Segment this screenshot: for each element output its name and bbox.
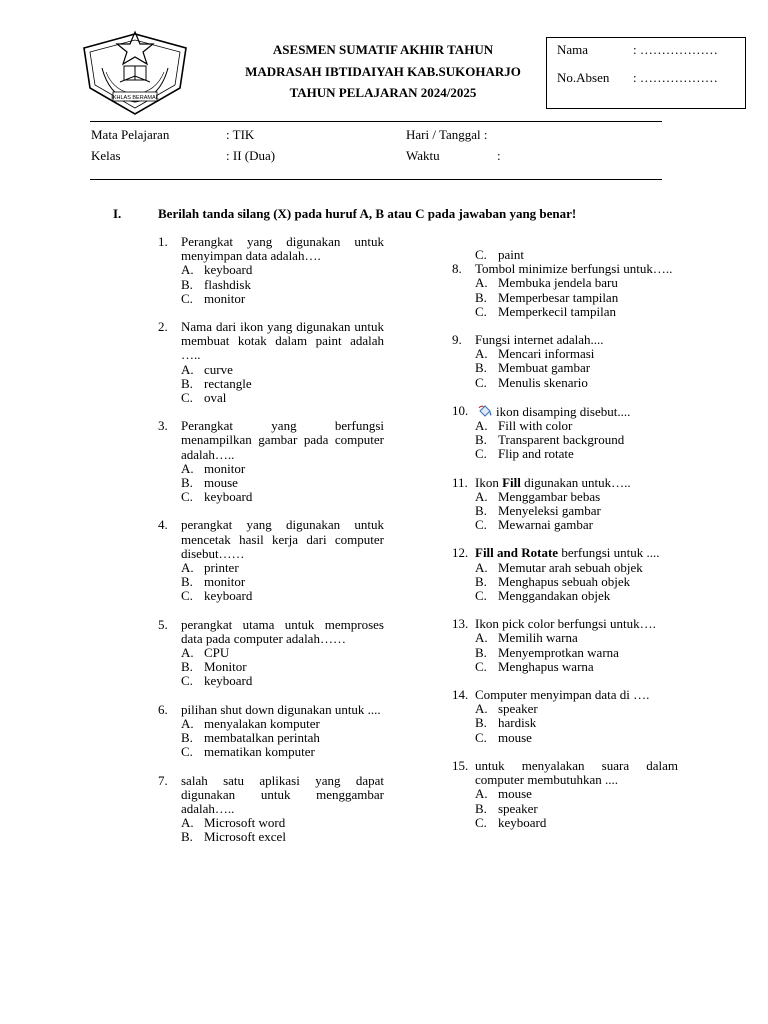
question-text: perangkat yang digunakan untuk mencetak hasil kerja dari computer disebut…… xyxy=(181,517,384,561)
question-text-post: digunakan untuk….. xyxy=(520,474,631,490)
option-letter: B. xyxy=(475,289,487,305)
option-letter: B. xyxy=(475,573,487,589)
question-stem xyxy=(475,476,678,490)
option-letter: C. xyxy=(475,446,487,462)
question-stem xyxy=(475,688,678,702)
option-text: mematikan komputer xyxy=(204,744,315,760)
option-a[interactable] xyxy=(475,561,678,575)
option-b[interactable] xyxy=(181,731,384,745)
option-letter: B. xyxy=(181,829,193,845)
questions-left-column xyxy=(158,235,384,859)
header-title-1: ASESMEN SUMATIF AKHIR TAHUN xyxy=(272,42,494,57)
option-a[interactable] xyxy=(475,419,678,433)
question-body xyxy=(181,419,384,504)
option-letter: A. xyxy=(475,559,488,575)
option-letter: B. xyxy=(181,375,193,391)
option-text: Menyemprotkan warna xyxy=(498,644,619,660)
option-letter: B. xyxy=(181,276,193,292)
option-a[interactable] xyxy=(475,702,678,716)
option-b[interactable] xyxy=(181,575,384,589)
option-text: Menghapus warna xyxy=(498,658,594,674)
question-text: untuk menyalakan suara dalam computer membutuhkan .... xyxy=(475,757,678,788)
option-c[interactable] xyxy=(181,674,384,688)
time-value: : xyxy=(497,148,501,163)
question-body xyxy=(475,546,678,603)
option-text: Microsoft word xyxy=(204,815,286,831)
question-text-pre: Ikon xyxy=(475,474,503,490)
option-letter: C. xyxy=(181,489,193,505)
option-c[interactable] xyxy=(475,731,678,745)
q7-option-c[interactable] xyxy=(475,248,678,262)
option-text: rectangle xyxy=(204,375,252,391)
question-text: perangkat utama untuk memproses data pada computer adalah…… xyxy=(181,616,384,646)
question-7 xyxy=(158,774,384,845)
questions-right-column xyxy=(452,248,678,844)
option-letter: A. xyxy=(181,560,194,576)
option-text: mouse xyxy=(498,786,532,802)
option-b[interactable] xyxy=(475,802,678,816)
option-text: Monitor xyxy=(204,659,247,675)
question-number: 14. xyxy=(452,687,469,703)
option-letter: A. xyxy=(181,460,194,476)
question-number: 7. xyxy=(158,772,168,788)
option-letter: C. xyxy=(181,588,193,604)
option-text: Menyeleksi gambar xyxy=(498,503,601,519)
option-letter: C. xyxy=(181,290,193,306)
paint-bucket-icon xyxy=(477,404,493,418)
option-text: flashdisk xyxy=(204,276,251,292)
option-letter: C. xyxy=(475,658,487,674)
option-text: Memilih warna xyxy=(498,630,578,646)
option-c[interactable] xyxy=(181,745,384,759)
option-text: Menghapus sebuah objek xyxy=(498,573,631,589)
option-a[interactable] xyxy=(181,462,384,476)
option-a[interactable] xyxy=(181,816,384,830)
header-title-2: MADRASAH IBTIDAIYAH KAB.SUKOHARJO xyxy=(245,64,521,79)
kemenag-logo xyxy=(80,28,190,118)
question-1 xyxy=(158,235,384,306)
option-letter: B. xyxy=(475,503,487,519)
option-text: Fill with color xyxy=(498,418,573,434)
question-number: 2. xyxy=(158,319,168,335)
option-text: keyboard xyxy=(204,489,253,505)
option-text: mouse xyxy=(204,475,238,491)
question-number: 8. xyxy=(452,261,462,277)
question-number: 11. xyxy=(452,474,468,490)
option-b[interactable] xyxy=(475,646,678,660)
option-letter: A. xyxy=(181,262,194,278)
question-11 xyxy=(452,476,678,533)
option-text: keyboard xyxy=(204,262,253,278)
question-stem xyxy=(475,404,678,419)
question-stem xyxy=(181,618,384,646)
option-c[interactable] xyxy=(475,447,678,461)
option-b[interactable] xyxy=(181,476,384,490)
question-text: Perangkat yang digunakan untuk menyimpan data adalah…. xyxy=(181,234,384,264)
option-b[interactable] xyxy=(475,504,678,518)
option-text: speaker xyxy=(498,800,538,816)
option-letter: A. xyxy=(181,361,194,377)
question-body xyxy=(475,617,678,674)
option-letter: A. xyxy=(181,715,194,731)
option-b[interactable] xyxy=(181,660,384,674)
question-4 xyxy=(158,518,384,603)
option-letter: C. xyxy=(181,744,193,760)
question-stem xyxy=(475,333,678,347)
option-b[interactable] xyxy=(475,433,678,447)
option-b[interactable] xyxy=(475,716,678,730)
option-letter: A. xyxy=(475,275,488,291)
question-14 xyxy=(452,688,678,745)
question-text: Perangkat yang berfungsi menampilkan gambar pada computer adalah….. xyxy=(181,418,384,462)
option-a[interactable] xyxy=(475,490,678,504)
question-body xyxy=(475,333,678,390)
question-body xyxy=(181,703,384,760)
option-text: Membuat gambar xyxy=(498,360,591,376)
question-stem xyxy=(475,617,678,631)
option-letter: B. xyxy=(181,574,193,590)
option-letter: A. xyxy=(475,701,488,717)
question-6 xyxy=(158,703,384,760)
absen-field[interactable]: : ……………… xyxy=(633,70,718,85)
option-text: monitor xyxy=(204,290,246,306)
option-letter: A. xyxy=(181,645,194,661)
option-letter: A. xyxy=(181,815,194,831)
question-stem xyxy=(181,419,384,462)
name-label: Nama xyxy=(557,42,589,57)
question-body xyxy=(181,518,384,603)
option-letter: B. xyxy=(181,475,193,491)
option-a[interactable] xyxy=(475,347,678,361)
option-letter: A. xyxy=(475,346,488,362)
question-stem xyxy=(181,235,384,263)
question-10 xyxy=(452,404,678,462)
option-text: keyboard xyxy=(204,588,253,604)
subject-label: Mata Pelajaran xyxy=(91,127,170,142)
question-text: Fungsi internet adalah.... xyxy=(475,332,604,348)
option-text: monitor xyxy=(204,460,246,476)
question-number: 1. xyxy=(158,234,168,249)
option-b[interactable] xyxy=(475,575,678,589)
option-c[interactable] xyxy=(181,391,384,405)
option-text: Flip and rotate xyxy=(498,446,574,462)
option-c[interactable] xyxy=(475,518,678,532)
option-a[interactable] xyxy=(181,363,384,377)
divider-bottom xyxy=(90,179,662,180)
question-12 xyxy=(452,546,678,603)
option-letter: B. xyxy=(475,432,487,448)
question-text: salah satu aplikasi yang dapat digunakan untuk menggambar adalah….. xyxy=(181,772,384,816)
option-c[interactable] xyxy=(475,816,678,830)
section-number: I. xyxy=(113,206,122,221)
question-body xyxy=(181,320,384,405)
question-text: Tombol minimize berfungsi untuk….. xyxy=(475,261,673,277)
question-8 xyxy=(452,262,678,319)
option-text: Menggambar bebas xyxy=(498,488,601,504)
question-text: Computer menyimpan data di …. xyxy=(475,687,650,703)
question-number: 15. xyxy=(452,757,469,773)
question-stem xyxy=(181,774,384,817)
question-number: 12. xyxy=(452,545,469,561)
question-2 xyxy=(158,320,384,405)
option-c[interactable] xyxy=(475,305,678,319)
option-letter: C. xyxy=(475,303,487,319)
option-text: speaker xyxy=(498,701,538,717)
option-letter: C. xyxy=(475,374,487,390)
option-text: monitor xyxy=(204,574,246,590)
option-text: printer xyxy=(204,560,239,576)
question-body xyxy=(181,774,384,845)
option-b[interactable] xyxy=(181,278,384,292)
option-c[interactable] xyxy=(475,376,678,390)
option-c[interactable] xyxy=(181,490,384,504)
option-letter: C. xyxy=(475,247,487,262)
option-letter: B. xyxy=(475,715,487,731)
option-text: CPU xyxy=(204,645,230,661)
option-text: Memperbesar tampilan xyxy=(498,289,619,305)
question-body xyxy=(475,404,678,462)
option-a[interactable] xyxy=(181,717,384,731)
option-text: oval xyxy=(204,390,227,406)
question-text-bold: Fill and Rotate xyxy=(475,545,559,561)
option-text: Mencari informasi xyxy=(498,346,595,362)
option-c[interactable] xyxy=(475,589,678,603)
question-stem xyxy=(181,703,384,717)
option-b[interactable] xyxy=(475,361,678,375)
question-text: Nama dari ikon yang digunakan untuk membuat kotak dalam paint adalah ….. xyxy=(181,319,384,363)
option-text: Menggandakan objek xyxy=(498,588,611,604)
option-text: membatalkan perintah xyxy=(204,730,320,746)
question-number: 5. xyxy=(158,616,168,632)
divider-top xyxy=(90,121,662,122)
option-text: Mewarnai gambar xyxy=(498,517,593,533)
question-text: pilihan shut down digunakan untuk .... xyxy=(181,701,381,717)
question-stem xyxy=(475,759,678,787)
student-info-box xyxy=(546,37,746,109)
option-text: Menulis skenario xyxy=(498,374,588,390)
option-text: keyboard xyxy=(498,814,547,830)
question-stem xyxy=(181,518,384,561)
option-text: mouse xyxy=(498,729,532,745)
option-a[interactable] xyxy=(181,646,384,660)
option-letter: A. xyxy=(475,786,488,802)
option-letter: B. xyxy=(475,644,487,660)
logo-motto: IKHLAS BERAMAL xyxy=(111,95,159,101)
question-13 xyxy=(452,617,678,674)
option-a[interactable] xyxy=(475,631,678,645)
date-label: Hari / Tanggal : xyxy=(406,127,488,142)
time-label: Waktu xyxy=(406,148,440,163)
subject-value: : TIK xyxy=(226,127,255,142)
question-text-post: berfungsi untuk .... xyxy=(558,545,660,561)
option-text: curve xyxy=(204,361,233,377)
option-text: Microsoft excel xyxy=(204,829,286,845)
option-letter: C. xyxy=(181,390,193,406)
option-b[interactable] xyxy=(181,830,384,844)
question-number: 9. xyxy=(452,332,462,348)
question-text: Ikon pick color berfungsi untuk…. xyxy=(475,616,656,632)
option-text: keyboard xyxy=(204,673,253,689)
question-body xyxy=(475,262,678,319)
question-body xyxy=(475,688,678,745)
option-letter: C. xyxy=(181,673,193,689)
question-number: 10. xyxy=(452,402,469,418)
question-body xyxy=(181,618,384,689)
section-instruction: Berilah tanda silang (X) pada huruf A, B atau C pada jawaban yang benar! xyxy=(158,206,577,221)
question-5 xyxy=(158,618,384,689)
class-value: : II (Dua) xyxy=(226,148,276,163)
option-c[interactable] xyxy=(181,292,384,306)
option-text: Transparent background xyxy=(498,432,625,448)
option-letter: A. xyxy=(475,488,488,504)
option-letter: C. xyxy=(475,517,487,533)
option-letter: B. xyxy=(475,360,487,376)
question-number: 13. xyxy=(452,616,469,632)
option-text: hardisk xyxy=(498,715,537,731)
option-a[interactable] xyxy=(181,561,384,575)
name-field[interactable]: : ……………… xyxy=(633,42,718,57)
question-body xyxy=(181,235,384,306)
question-15 xyxy=(452,759,678,830)
question-stem xyxy=(475,262,678,276)
option-text: Memperkecil tampilan xyxy=(498,303,617,319)
absen-label: No.Absen xyxy=(557,70,610,85)
option-letter: C. xyxy=(475,814,487,830)
header-title-3: TAHUN PELAJARAN 2024/2025 xyxy=(289,85,477,100)
option-letter: A. xyxy=(475,418,488,434)
question-3 xyxy=(158,419,384,504)
question-number: 3. xyxy=(158,418,168,434)
option-text: Memutar arah sebuah objek xyxy=(498,559,643,575)
question-stem xyxy=(475,546,678,560)
option-b[interactable] xyxy=(475,291,678,305)
option-c[interactable] xyxy=(181,589,384,603)
option-a[interactable] xyxy=(181,263,384,277)
question-number: 4. xyxy=(158,517,168,533)
option-a[interactable] xyxy=(475,787,678,801)
question-text: ikon disamping disebut.... xyxy=(496,403,631,419)
option-letter: B. xyxy=(181,730,193,746)
option-letter: B. xyxy=(475,800,487,816)
option-letter: C. xyxy=(475,588,487,604)
option-letter: C. xyxy=(475,729,487,745)
option-letter: A. xyxy=(475,630,488,646)
question-stem xyxy=(181,320,384,363)
question-9 xyxy=(452,333,678,390)
option-letter: B. xyxy=(181,659,193,675)
class-label: Kelas xyxy=(91,148,121,163)
option-c[interactable] xyxy=(475,660,678,674)
question-number: 6. xyxy=(158,701,168,717)
option-text: paint xyxy=(498,247,524,262)
question-text-bold: Fill xyxy=(502,474,521,490)
question-body xyxy=(475,476,678,533)
option-a[interactable] xyxy=(475,276,678,290)
option-text: Membuka jendela baru xyxy=(498,275,618,291)
option-text: menyalakan komputer xyxy=(204,715,320,731)
option-b[interactable] xyxy=(181,377,384,391)
question-body xyxy=(475,759,678,830)
